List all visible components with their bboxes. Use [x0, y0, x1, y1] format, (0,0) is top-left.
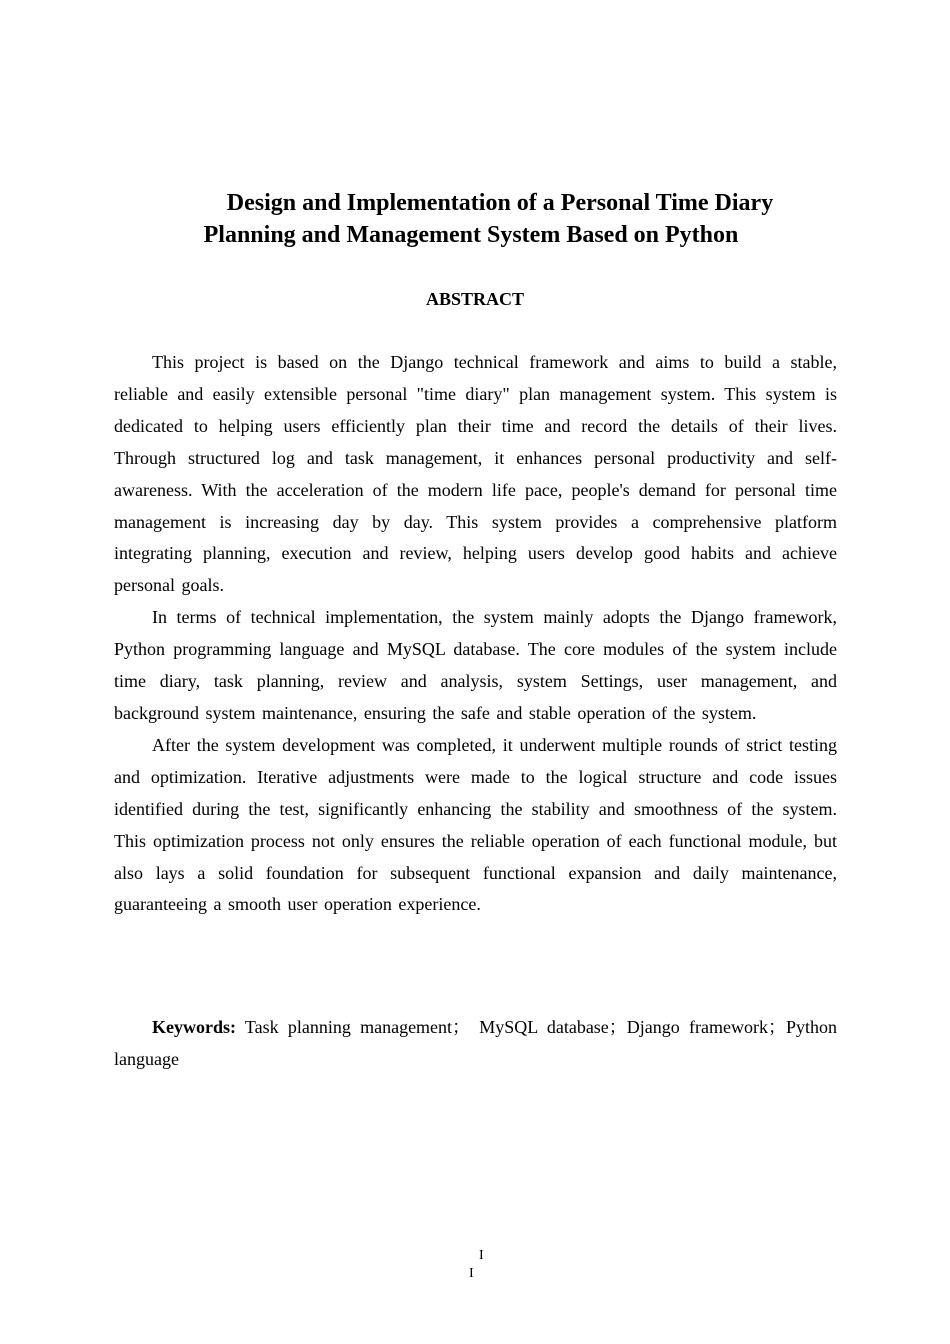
- title-line-2: Planning and Management System Based on Python: [203, 222, 739, 248]
- keywords-label: Keywords:: [152, 1017, 236, 1037]
- abstract-heading: ABSTRACT: [425, 289, 525, 309]
- abstract-paragraph-3: After the system development was completed, it underwent multiple rounds of strict testing and optimization. Iterative adjustments were made to the logical structure and code issues identified during the test, significantly enhancing the stability and smoothness of the system. This optimization process not only ensures the reliable operation of each functional module, but also lays a solid foundation for subsequent functional expansion and daily maintenance, guaranteeing a smooth user operation experience.: [114, 734, 837, 915]
- title-line-1: Design and Implementation of a Personal Time Diary: [226, 190, 774, 216]
- abstract-paragraph-2: In terms of technical implementation, the system mainly adopts the Django framework, Python programming language and MySQL database. The core modules of the system include time diary, task planning, review and analysis, system Settings, user management, and background system maintenance, ensuring the safe and stable operation of the system.: [114, 607, 837, 723]
- page-number: I: [479, 1248, 484, 1263]
- page-number-duplicate: I: [469, 1266, 474, 1281]
- keywords: [114, 1012, 837, 1075]
- keywords-text: Task planning management； MySQL database；Django framework；Python language: [114, 1017, 837, 1069]
- abstract-body: [114, 347, 837, 921]
- abstract-paragraph-1: This project is based on the Django technical framework and aims to build a stable, reliable and easily extensible personal "time diary" plan management system. This system is dedicated to helping users efficiently plan their time and record the details of their lives. Through structured log and task management, it enhances personal productivity and self-awareness. With the acceleration of the modern life pace, people's demand for personal time management is increasing day by day. This system provides a comprehensive platform integrating planning, execution and review, helping users develop good habits and achieve personal goals.: [114, 352, 837, 596]
